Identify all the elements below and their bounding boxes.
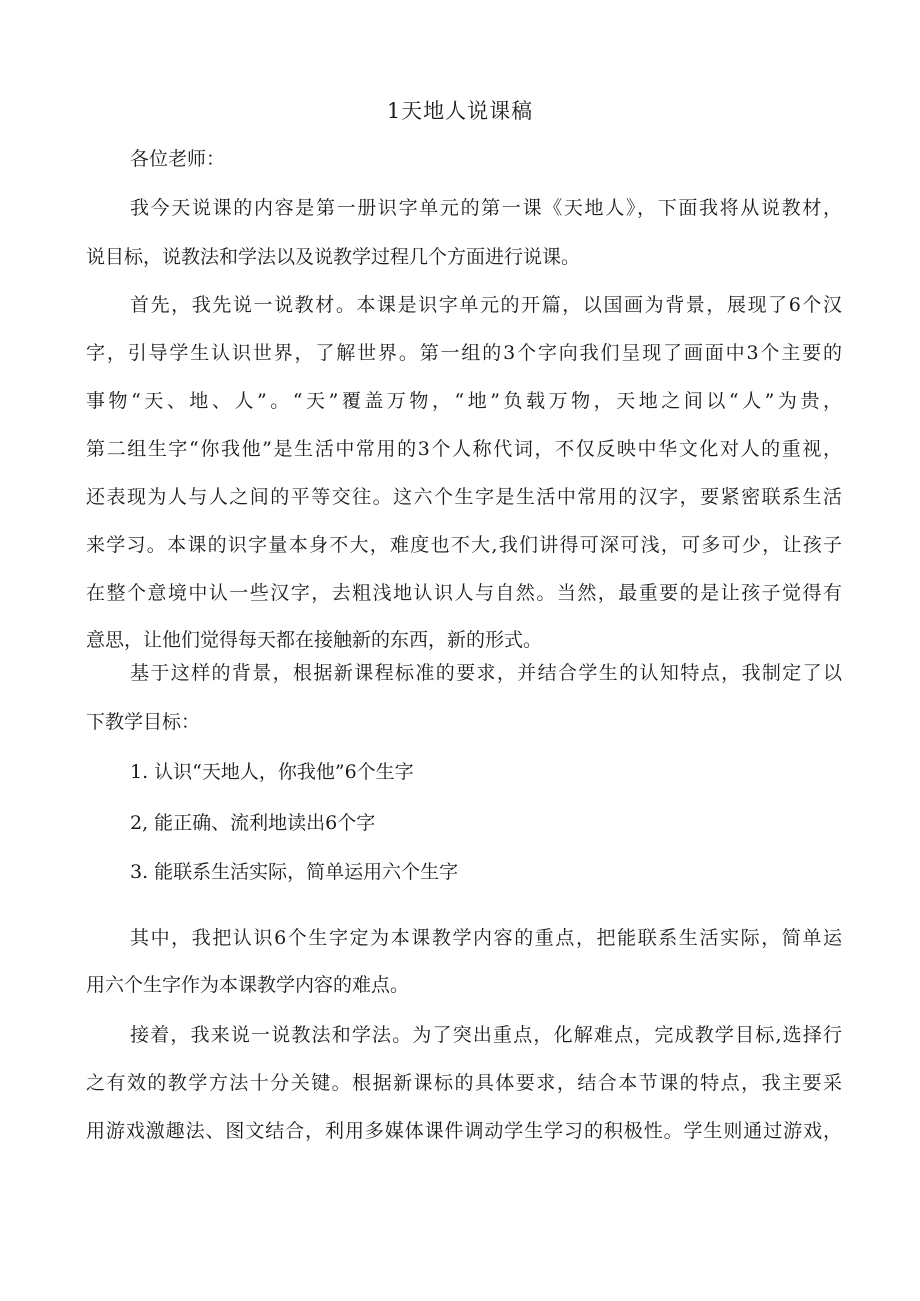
paragraph-line: 用六个生字作为本课教学内容的难点。 xyxy=(86,974,410,996)
paragraph-line: 意思，让他们觉得每天都在接触新的东西，新的形式。 xyxy=(86,629,543,651)
objective-item: 3. 能联系生活实际，简单运用六个生字 xyxy=(130,861,459,883)
paragraph-line: 用游戏激趣法、图文结合，利用多媒体课件调动学生学习的积极性。学生则通过游戏， xyxy=(86,1120,842,1142)
paragraph-line: 来学习。本课的识字量本身不大，难度也不大,我们讲得可深可浅，可多可少，让孩子 xyxy=(86,534,842,556)
page-title: 1天地人说课稿 xyxy=(386,99,534,123)
paragraph-line: 还表现为人与人之间的平等交往。这六个生字是生活中常用的汉字，要紧密联系生活 xyxy=(86,486,842,508)
paragraph-line: 其中，我把认识6个生字定为本课教学内容的重点，把能联系生活实际，简单运 xyxy=(130,927,842,949)
paragraph-line: 字，引导学生认识世界，了解世界。第一组的3个字向我们呈现了画面中3个主要的 xyxy=(86,342,842,364)
salutation: 各位老师： xyxy=(130,148,226,170)
paragraph-line: 之有效的教学方法十分关键。根据新课标的具体要求，结合本节课的特点，我主要采 xyxy=(86,1072,842,1094)
paragraph-line: 我今天说课的内容是第一册识字单元的第一课《天地人》，下面我将从说教材， xyxy=(130,197,842,219)
paragraph-line: 下教学目标： xyxy=(86,711,201,733)
paragraph-line: 在整个意境中认一些汉字，去粗浅地认识人与自然。当然，最重要的是让孩子觉得有 xyxy=(86,582,842,604)
paragraph-line: 事物“天、地、人”。“天”覆盖万物，“地”负载万物，天地之间以“人”为贵， xyxy=(86,390,842,412)
paragraph-line: 首先，我先说一说教材。本课是识字单元的开篇，以国画为背景，展现了6个汉 xyxy=(130,294,842,316)
paragraph-line: 接着，我来说一说教法和学法。为了突出重点，化解难点，完成教学目标,选择行 xyxy=(130,1024,842,1046)
paragraph-line: 基于这样的背景，根据新课程标准的要求，并结合学生的认知特点，我制定了以 xyxy=(130,662,842,684)
paragraph-line: 说目标，说教法和学法以及说教学过程几个方面进行说课。 xyxy=(86,246,581,268)
objective-item: 2, 能正确、流利地读出6个字 xyxy=(130,812,376,834)
paragraph-line: 第二组生字“你我他”是生活中常用的3个人称代词，不仅反映中华文化对人的重视， xyxy=(86,438,842,460)
objective-item: 1. 认识“天地人，你我他”6个生字 xyxy=(130,761,414,783)
